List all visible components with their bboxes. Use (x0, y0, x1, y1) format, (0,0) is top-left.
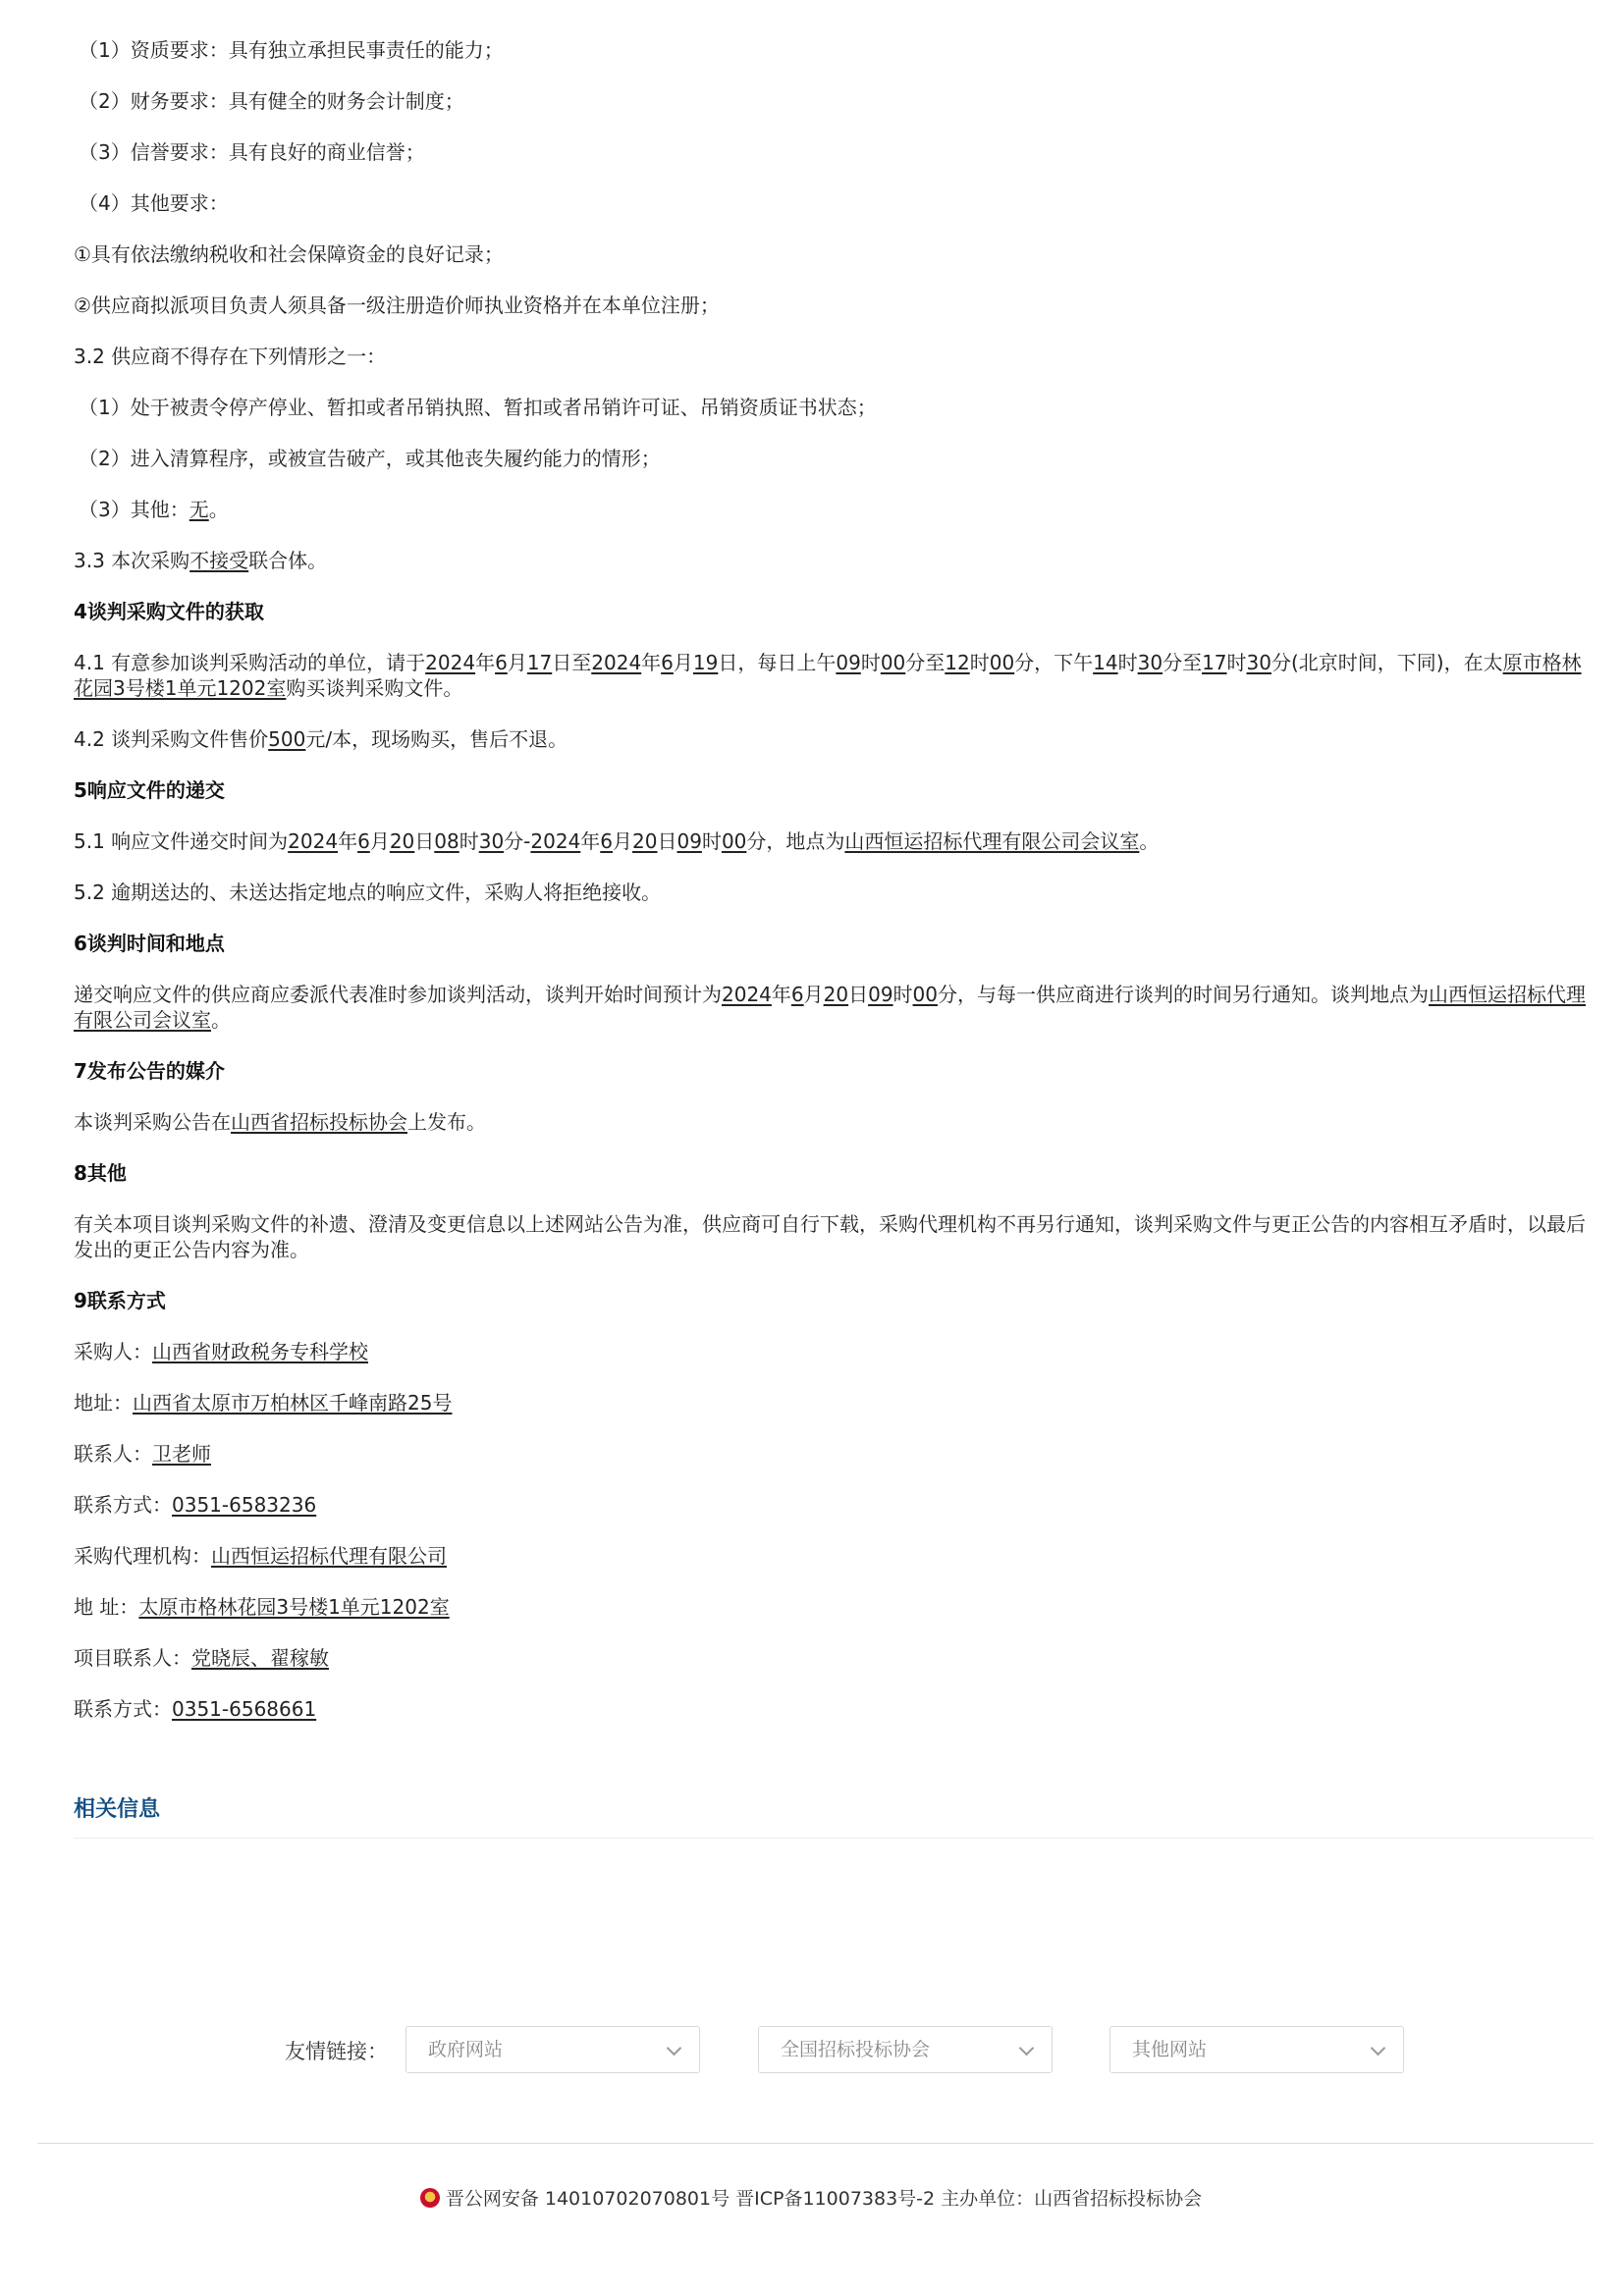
text: 5.1 响应文件递交时间为 (74, 829, 289, 853)
related-info-heading: 相关信息 (74, 1797, 161, 1822)
underlined-value: 山西恒运招标代理有限公司会议室 (844, 829, 1140, 853)
text: 日，每日上午 (718, 651, 837, 674)
paragraph: ②供应商拟派项目负责人须具备一级注册造价师执业资格并在本单位注册； (74, 294, 720, 317)
contact-label: 项目联系人： (74, 1646, 191, 1670)
underlined-value: 2024 (288, 829, 339, 853)
paragraph (74, 548, 1594, 573)
paragraph: ①具有依法缴纳税收和社会保障资金的良好记录； (74, 242, 504, 266)
underlined-value: 30 (1137, 651, 1163, 674)
text: 时 (860, 651, 881, 674)
text: 。 (208, 498, 229, 521)
underlined-value: 20 (632, 829, 658, 853)
underlined-value: 00 (989, 651, 1015, 674)
text: 分，下午 (1014, 651, 1094, 674)
underlined-value: 30 (1246, 651, 1271, 674)
text: 分，与每一供应商进行谈判的时间另行通知。谈判地点为 (938, 983, 1429, 1006)
text: 时 (1117, 651, 1138, 674)
paragraph: 5.2 逾期送达的、未送达指定地点的响应文件，采购人将拒绝接收。 (74, 881, 662, 904)
section-heading: 5响应文件的递交 (74, 778, 225, 802)
underlined-value: 30 (478, 829, 505, 853)
contact-item (74, 1645, 1594, 1671)
underlined-value: 6 (357, 829, 370, 853)
contact-label: 联系方式： (74, 1697, 172, 1721)
text: 上发布。 (407, 1110, 486, 1134)
section-heading: 4谈判采购文件的获取 (74, 600, 264, 623)
text: 时 (701, 829, 722, 853)
underlined-value: 2024 (722, 983, 772, 1006)
underlined-value: 17 (526, 651, 553, 674)
underlined-value: 12 (945, 651, 970, 674)
underlined-value: 20 (389, 829, 415, 853)
contact-value: 0351-6583236 (172, 1493, 317, 1517)
text: 日至 (552, 651, 592, 674)
text: 元/本，现场购买，售后不退。 (305, 727, 568, 751)
underlined-value: 不接受 (189, 549, 249, 572)
gov-sites-select[interactable] (406, 2026, 700, 2073)
text: 时 (459, 829, 479, 853)
contact-value: 山西省财政税务专科学校 (152, 1340, 368, 1363)
underlined-value: 原市格林花园3号楼1单元1202室 (74, 651, 1582, 700)
text: 日 (414, 829, 435, 853)
text: 日 (848, 983, 869, 1006)
paragraph (74, 726, 1594, 752)
paragraph: （3）信誉要求：具有良好的商业信誉； (79, 140, 425, 164)
contact-value: 太原市格林花园3号楼1单元1202室 (138, 1595, 450, 1619)
text: 月 (613, 829, 633, 853)
divider (37, 2143, 1594, 2144)
underlined-value: 19 (692, 651, 719, 674)
text: 时 (969, 651, 990, 674)
text: 递交响应文件的供应商应委派代表准时参加谈判活动，谈判开始时间预计为 (74, 983, 722, 1006)
article-body (74, 37, 1594, 1747)
contact-item (74, 1492, 1594, 1518)
text: 月 (673, 651, 693, 674)
section-heading: 6谈判时间和地点 (74, 932, 225, 955)
contact-list (74, 1339, 1594, 1722)
text: 4.1 有意参加谈判采购活动的单位，请于 (74, 651, 426, 674)
chevron-down-icon (1019, 2041, 1035, 2056)
text: 分- (504, 829, 531, 853)
contact-item (74, 1543, 1594, 1569)
text: 时 (1226, 651, 1247, 674)
paragraph (74, 828, 1594, 854)
text: 月 (803, 983, 824, 1006)
footer (0, 2184, 1622, 2211)
friendly-links-label: 友情链接： (285, 2040, 388, 2063)
contact-value: 卫老师 (152, 1442, 211, 1466)
contact-item (74, 1441, 1594, 1467)
section-heading: 8其他 (74, 1161, 127, 1185)
text: 4.2 谈判采购文件售价 (74, 727, 269, 751)
contact-label: 采购代理机构： (74, 1544, 211, 1568)
underlined-value: 无 (189, 498, 209, 521)
national-association-select[interactable] (758, 2026, 1053, 2073)
other-sites-select[interactable] (1109, 2026, 1404, 2073)
paragraph: （1）资质要求：具有独立承担民事责任的能力； (79, 38, 504, 62)
divider (74, 1838, 1594, 1839)
contact-label: 联系人： (74, 1442, 152, 1466)
contact-value: 山西省太原市万柏林区千峰南路25号 (133, 1391, 453, 1415)
select-value: 政府网站 (428, 2039, 504, 2060)
text: 年 (475, 651, 496, 674)
text: 本谈判采购公告在 (74, 1110, 231, 1134)
paragraph (74, 982, 1594, 1033)
underlined-value: 2024 (530, 829, 581, 853)
text: 年 (771, 983, 791, 1006)
underlined-value: 20 (823, 983, 849, 1006)
chevron-down-icon (1371, 2041, 1386, 2056)
contact-value: 山西恒运招标代理有限公司 (211, 1544, 447, 1568)
paragraph (74, 1109, 1594, 1135)
underlined-value: 2024 (425, 651, 476, 674)
text: 月 (507, 651, 527, 674)
underlined-value: 09 (676, 829, 702, 853)
text: 年 (580, 829, 601, 853)
underlined-value: 500 (268, 727, 306, 751)
paragraph: （2）进入清算程序，或被宣告破产，或其他丧失履约能力的情形； (79, 447, 661, 470)
text: 时 (892, 983, 913, 1006)
police-emblem-icon (420, 2188, 440, 2208)
underlined-value: 00 (721, 829, 747, 853)
underlined-value: 00 (912, 983, 938, 1006)
chevron-down-icon (667, 2041, 682, 2056)
underlined-value: 09 (868, 983, 893, 1006)
text: 分，地点为 (746, 829, 845, 853)
contact-item (74, 1696, 1594, 1722)
contact-label: 采购人： (74, 1340, 152, 1363)
paragraph: （1）处于被责令停产停业、暂扣或者吊销执照、暂扣或者吊销许可证、吊销资质证书状态； (79, 396, 877, 419)
underlined-value: 山西省招标投标协会 (231, 1110, 407, 1134)
paragraph (74, 497, 1594, 522)
paragraph: 3.2 供应商不得存在下列情形之一： (74, 345, 387, 368)
footer-text[interactable]: 晋公网安备 14010702070801号 晋ICP备11007383号-2 主办单位：山西省招标投标协会 (445, 2188, 1203, 2210)
paragraph (74, 650, 1594, 701)
text: 联合体。 (248, 549, 328, 572)
contact-item (74, 1339, 1594, 1364)
underlined-value: 08 (434, 829, 460, 853)
contact-item (74, 1390, 1594, 1415)
underlined-value: 6 (600, 829, 614, 853)
section-heading: 7发布公告的媒介 (74, 1059, 225, 1083)
underlined-value: 09 (836, 651, 861, 674)
contact-label: 联系方式： (74, 1493, 172, 1517)
text: 分(北京时间，下同)，在太 (1271, 651, 1503, 674)
select-value: 全国招标投标协会 (781, 2039, 931, 2060)
text: 年 (641, 651, 662, 674)
contact-value: 党晓辰、翟稼敏 (191, 1646, 329, 1670)
section-heading: 9联系方式 (74, 1289, 166, 1312)
text: 日 (657, 829, 677, 853)
underlined-value: 2024 (591, 651, 642, 674)
underlined-value: 6 (495, 651, 508, 674)
text: 。 (1139, 829, 1160, 853)
contact-label: 地址： (74, 1391, 133, 1415)
select-value: 其他网站 (1132, 2039, 1208, 2060)
underlined-value: 6 (790, 983, 804, 1006)
text: 分至 (1162, 651, 1203, 674)
text: 。 (211, 1008, 231, 1032)
paragraph: （4）其他要求： (79, 191, 229, 215)
underlined-value: 17 (1202, 651, 1227, 674)
text: 月 (369, 829, 390, 853)
text: 购买谈判采购文件。 (286, 676, 463, 700)
underlined-value: 00 (880, 651, 906, 674)
text: （3）其他： (79, 498, 189, 521)
underlined-value: 山西恒运招标代理有限公司会议室 (74, 983, 1586, 1032)
paragraph: 有关本项目谈判采购文件的补遗、澄清及变更信息以上述网站公告为准，供应商可自行下载，采购代理机构不再另行通知，谈判采购文件与更正公告的内容相互矛盾时，以最后发出的更正公告内容为准。 (74, 1212, 1586, 1261)
paragraph: （2）财务要求：具有健全的财务会计制度； (79, 89, 464, 113)
contact-value: 0351-6568661 (172, 1697, 317, 1721)
text: 年 (338, 829, 358, 853)
underlined-value: 14 (1093, 651, 1118, 674)
friendly-links (0, 2026, 1622, 2073)
contact-label: 地 址： (74, 1595, 139, 1619)
text: 3.3 本次采购 (74, 549, 190, 572)
contact-item (74, 1594, 1594, 1620)
text: 分至 (905, 651, 946, 674)
underlined-value: 6 (661, 651, 674, 674)
